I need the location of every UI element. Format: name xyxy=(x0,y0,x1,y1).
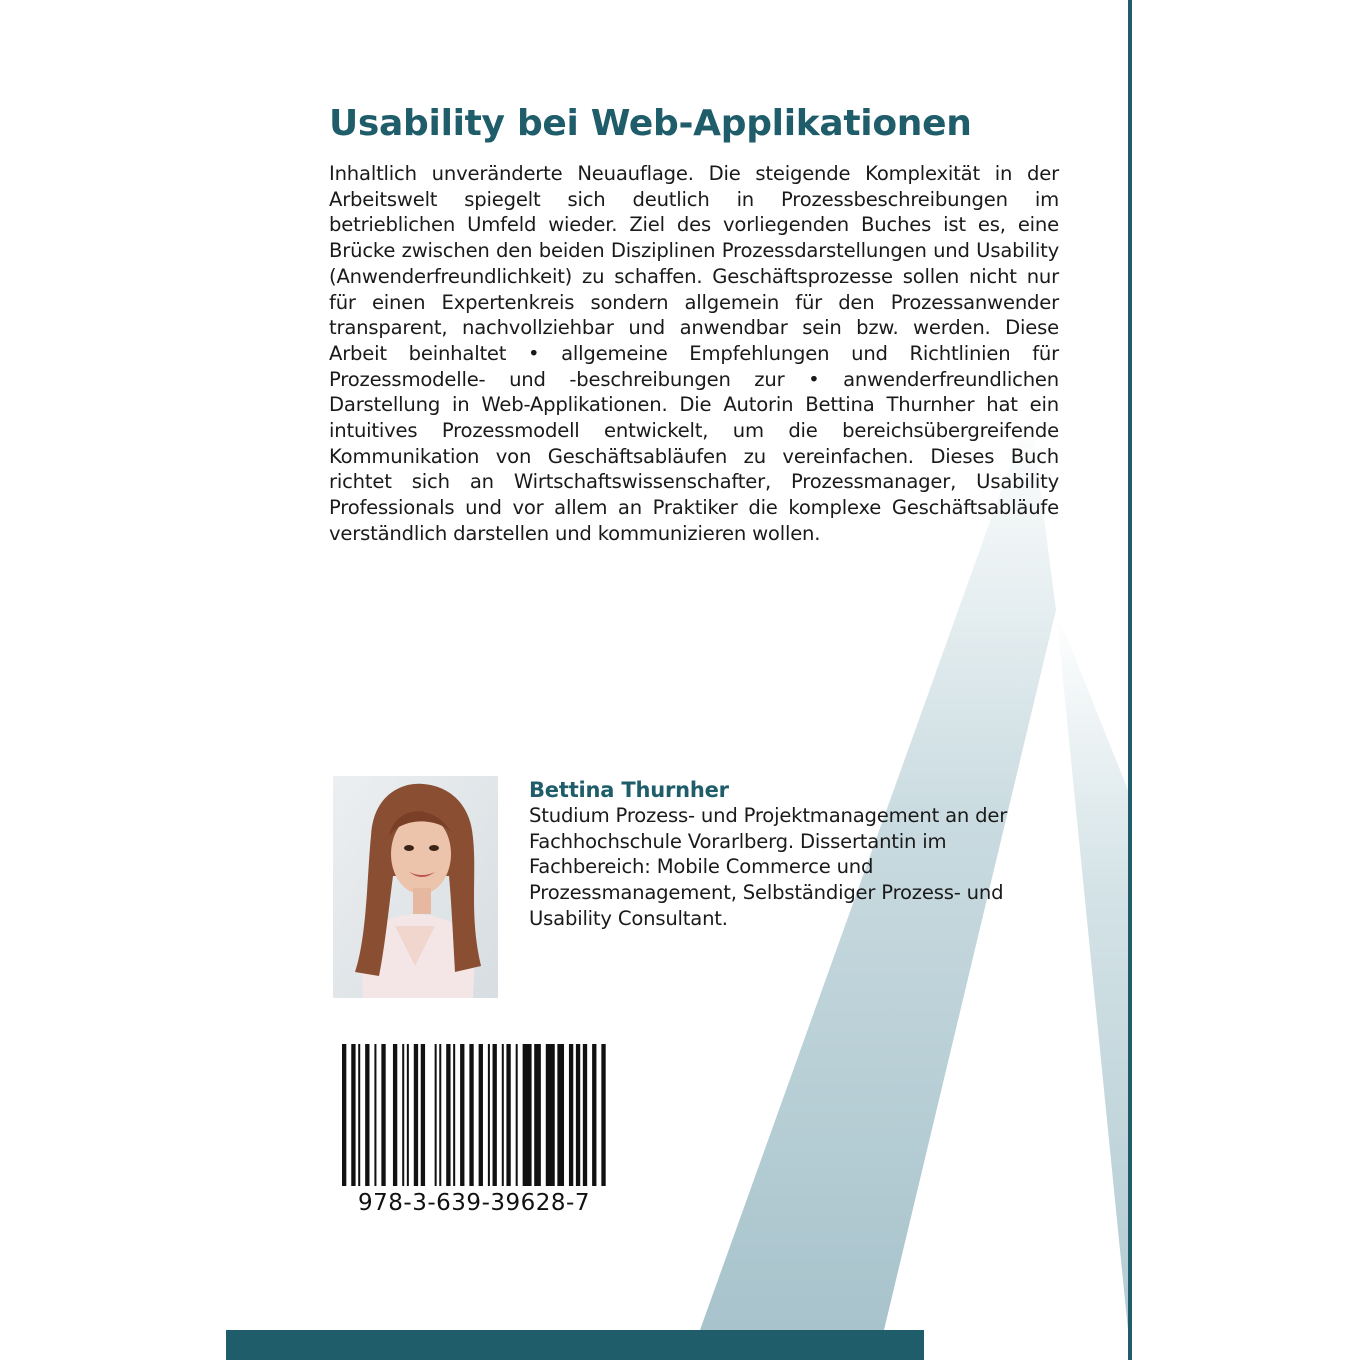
barcode-bar xyxy=(557,1044,564,1186)
barcode-bar xyxy=(506,1044,510,1186)
barcode-bar xyxy=(435,1044,437,1186)
barcode-bar xyxy=(488,1044,490,1186)
barcode-bar xyxy=(407,1044,409,1186)
book-title: Usability bei Web-Applikationen xyxy=(329,103,972,144)
barcode-bar xyxy=(414,1044,418,1186)
barcode-bar xyxy=(365,1044,369,1186)
barcode-bar xyxy=(351,1044,355,1186)
barcode-bar xyxy=(393,1044,397,1186)
barcode-bar xyxy=(576,1044,580,1186)
barcode-bar xyxy=(374,1044,376,1186)
barcode-bar xyxy=(421,1044,425,1186)
book-description: Inhaltlich unveränderte Neuauflage. Die steigende Komplexität in der Arbeitswelt spiegelt sich deutlich in Prozessbeschreibungen im betrieblichen Umfeld wieder. Ziel des vorliegenden Buches ist es, eine Brücke zwischen den beiden Disziplinen Prozessdarstellungen und Usability (Anwenderfreundlichkeit) zu schaffen. Geschäftsprozesse sollen nicht nur für einen Expertenkreis sondern allgemein für den Prozessanwender transparent, nachvollziehbar und anwendbar sein bzw. werden. Diese Arbeit beinhaltet • allgemeine Empfehlungen und Richtlinien für Prozessmodelle- und -beschreibungen zur • anwenderfreundlichen Darstellung in Web-Applikationen. Die Autorin Bettina Thurnher hat ein intuitives Prozessmodell entwickelt, um die bereichsübergreifende Kommunikation von Geschäftsabläufen zu vereinfachen. Dieses Buch richtet sich an Wirtschaftswissenschafter, Prozessmanager, Usability Professionals und vor allem an Praktiker die komplexe Geschäftsabläufe verständlich darstellen und kommunizieren wollen. xyxy=(329,162,1059,545)
barcode-bar xyxy=(358,1044,360,1186)
barcode-block xyxy=(336,1040,612,1225)
barcode-bar xyxy=(493,1044,497,1186)
barcode-bar xyxy=(453,1044,455,1186)
author-name: Bettina Thurnher xyxy=(529,778,729,802)
barcode-bar xyxy=(460,1044,464,1186)
barcode-bar xyxy=(439,1044,441,1186)
author-bio: Studium Prozess- und Projektmanagement an der Fachhochschule Vorarlberg. Dissertantin im Fachbereich: Mobile Commerce und Prozessmanagement, Selbständiger Prozess- und Usability Consultant. xyxy=(529,804,1008,930)
barcode-bar xyxy=(479,1044,483,1186)
bottom-accent-bar xyxy=(226,1330,924,1360)
barcode-bar xyxy=(523,1044,532,1186)
barcode-bar xyxy=(342,1044,346,1186)
barcode-bar xyxy=(583,1044,587,1186)
isbn-barcode xyxy=(342,1044,606,1186)
barcode-bar xyxy=(569,1044,573,1186)
author-photo xyxy=(333,776,498,998)
barcode-bar xyxy=(402,1044,404,1186)
barcode-bar xyxy=(502,1044,504,1186)
barcode-bar xyxy=(546,1044,555,1186)
spine-line xyxy=(1128,0,1132,1360)
barcode-bar xyxy=(469,1044,473,1186)
barcode-bar xyxy=(601,1044,605,1186)
barcode-bar xyxy=(516,1044,518,1186)
barcode-bar xyxy=(446,1044,450,1186)
isbn-number: 978-3-639-39628-7 xyxy=(358,1190,590,1216)
barcode-bar xyxy=(381,1044,385,1186)
barcode-bar xyxy=(534,1044,541,1186)
barcode-bar xyxy=(592,1044,596,1186)
